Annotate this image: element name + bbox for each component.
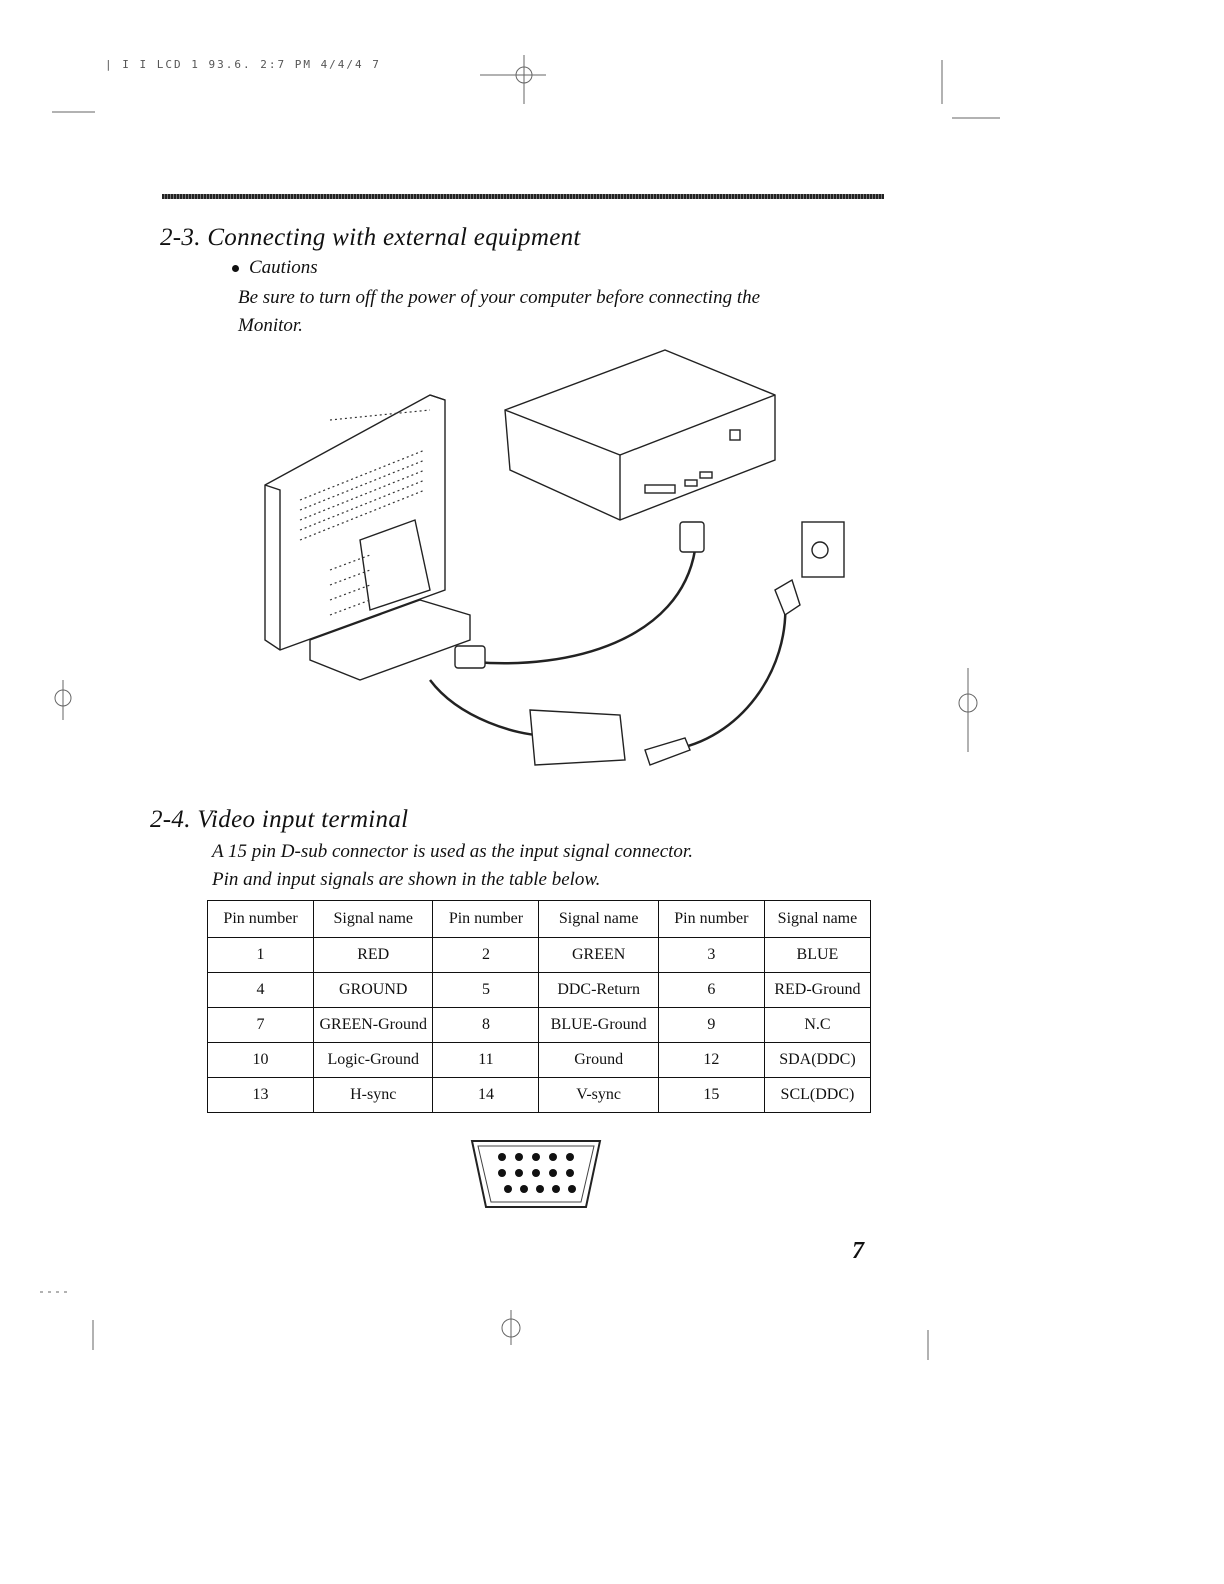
caution-text-line-2: Monitor. [238, 315, 303, 336]
page-number: 7 [852, 1238, 864, 1264]
print-header: | I I LCD 1 93.6. 2:7 PM 4/4/4 7 [105, 58, 381, 71]
signal-name-cell: BLUE [764, 938, 870, 973]
pin-signal-table [207, 900, 871, 1113]
video-input-description [212, 838, 892, 894]
connection-illustration [240, 340, 880, 790]
header-signal-name-3: Signal name [764, 901, 870, 938]
table-row [208, 1043, 871, 1078]
signal-name-cell: RED [314, 938, 433, 973]
computer-drawing [505, 350, 775, 520]
section-rule [162, 194, 884, 199]
signal-name-cell: BLUE-Ground [539, 1008, 658, 1043]
signal-name-cell: GREEN [539, 938, 658, 973]
wall-outlet-drawing [802, 522, 844, 577]
pin-number-cell: 4 [208, 973, 314, 1008]
pin-number-cell: 14 [433, 1078, 539, 1113]
pin-number-cell: 15 [658, 1078, 764, 1113]
caution-text [238, 284, 898, 340]
cautions-label: Cautions [249, 257, 318, 278]
pin-number-cell: 8 [433, 1008, 539, 1043]
table-header-row [208, 901, 871, 938]
table-row [208, 973, 871, 1008]
pin-number-cell: 5 [433, 973, 539, 1008]
caution-text-line-1: Be sure to turn off the power of your computer before connecting the [238, 287, 761, 308]
pin-number-cell: 10 [208, 1043, 314, 1078]
pin-number-cell: 11 [433, 1043, 539, 1078]
signal-name-cell: RED-Ground [764, 973, 870, 1008]
signal-name-cell: SCL(DDC) [764, 1078, 870, 1113]
d-sub-connector-diagram [468, 1135, 604, 1213]
table-row [208, 1078, 871, 1113]
header-pin-number-1: Pin number [208, 901, 314, 938]
monitor-rear-drawing [265, 395, 470, 680]
pin-number-cell: 7 [208, 1008, 314, 1043]
signal-name-cell: V-sync [539, 1078, 658, 1113]
header-signal-name-1: Signal name [314, 901, 433, 938]
header-pin-number-2: Pin number [433, 901, 539, 938]
pin-number-cell: 13 [208, 1078, 314, 1113]
section-2-3-title: 2-3. Connecting with external equipment [160, 224, 581, 251]
pin-number-cell: 12 [658, 1043, 764, 1078]
signal-name-cell: GREEN-Ground [314, 1008, 433, 1043]
description-line-1: A 15 pin D-sub connector is used as the input signal connector. [212, 841, 693, 862]
signal-name-cell: N.C [764, 1008, 870, 1043]
table-row [208, 938, 871, 973]
signal-name-cell: DDC-Return [539, 973, 658, 1008]
table-row [208, 1008, 871, 1043]
header-pin-number-3: Pin number [658, 901, 764, 938]
pin-number-cell: 9 [658, 1008, 764, 1043]
section-2-4-title: 2-4. Video input terminal [150, 806, 409, 833]
signal-name-cell: SDA(DDC) [764, 1043, 870, 1078]
pin-number-cell: 6 [658, 973, 764, 1008]
cautions-bullet [232, 257, 318, 279]
signal-name-cell: GROUND [314, 973, 433, 1008]
pin-number-cell: 3 [658, 938, 764, 973]
description-line-2: Pin and input signals are shown in the table below. [212, 869, 601, 890]
signal-name-cell: Logic-Ground [314, 1043, 433, 1078]
signal-name-cell: Ground [539, 1043, 658, 1078]
pin-number-cell: 1 [208, 938, 314, 973]
header-signal-name-2: Signal name [539, 901, 658, 938]
signal-name-cell: H-sync [314, 1078, 433, 1113]
bullet-icon [232, 265, 239, 272]
pin-number-cell: 2 [433, 938, 539, 973]
